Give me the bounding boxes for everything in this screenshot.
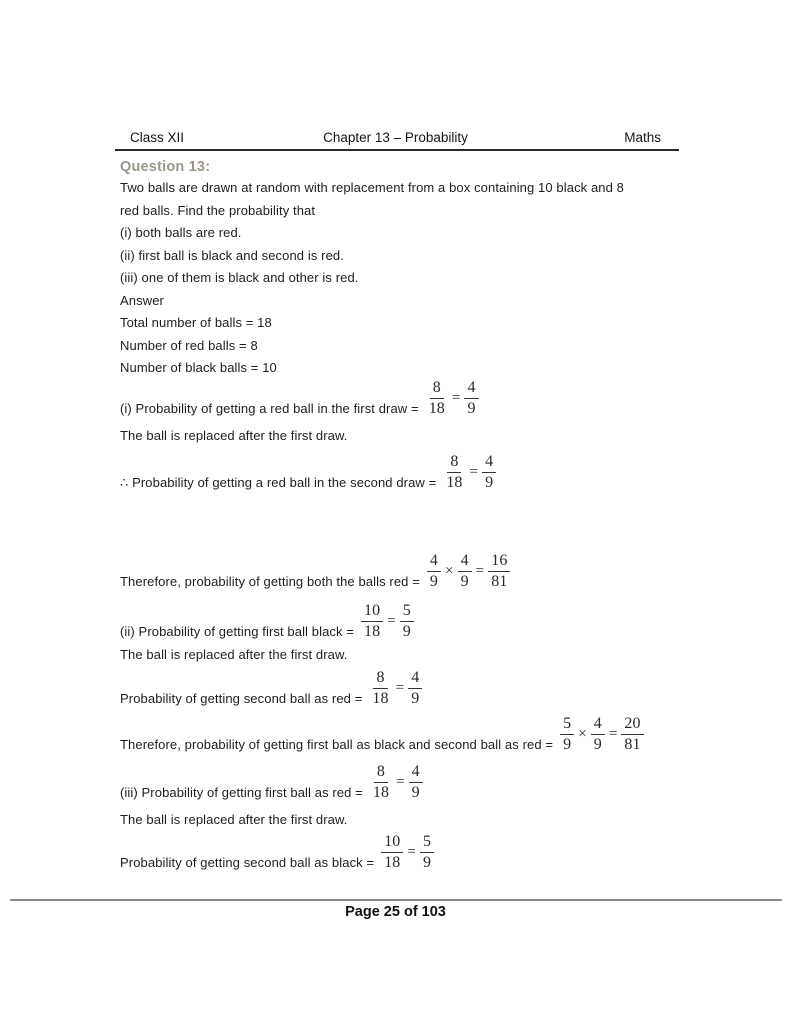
equals-operator: =: [396, 773, 405, 790]
fraction: [381, 834, 403, 871]
equation-black-then-red: [120, 716, 791, 753]
fraction: [560, 716, 574, 753]
black-balls-line: Number of black balls = 10: [120, 360, 277, 375]
math-expression: [369, 670, 422, 707]
fraction: [591, 716, 605, 753]
fraction-numerator: 5: [560, 716, 574, 735]
fraction-numerator: 4: [408, 670, 422, 689]
equation-label: (iii) Probability of getting first ball as red =: [120, 784, 363, 800]
answer-label: Answer: [120, 292, 164, 308]
equation-label: Therefore, probability of getting first ball as black and second ball as red =: [120, 736, 554, 752]
math-expression: [426, 380, 479, 417]
fraction-denominator: 81: [624, 735, 641, 753]
fraction: [621, 716, 643, 753]
math-expression: [443, 454, 496, 491]
equation-second-draw-red: [120, 454, 791, 491]
math-expression: [381, 834, 434, 871]
equation-label: ∴ Probability of getting a red ball in the second draw =: [120, 475, 437, 490]
fraction-numerator: 8: [430, 380, 444, 399]
fraction-numerator: 10: [381, 834, 403, 853]
fraction: [408, 670, 422, 707]
total-balls-line: Total number of balls = 18: [120, 315, 272, 330]
equals-operator: =: [407, 844, 416, 860]
footer-rule: [10, 899, 782, 901]
fraction-numerator: 8: [447, 454, 461, 473]
fraction-numerator: 4: [591, 716, 605, 735]
header-chapter-title: Chapter 13 – Probability: [323, 130, 468, 145]
fraction: [427, 553, 441, 590]
math-expression: [361, 603, 414, 640]
question-heading: Question 13:: [120, 159, 211, 175]
fraction-denominator: 18: [446, 474, 463, 491]
equation-first-draw-red: [120, 380, 791, 417]
fraction: [426, 380, 448, 417]
equals-operator: =: [395, 679, 405, 696]
equation-first-ball-red-iii: [120, 764, 791, 801]
times-operator: ×: [578, 725, 587, 742]
page-header: [115, 130, 679, 151]
header-class-label: Class XII: [130, 130, 185, 145]
fraction-numerator: 4: [458, 553, 472, 572]
red-balls-line: Number of red balls = 8: [120, 337, 258, 353]
replaced-note: The ball is replaced after the first draw.: [120, 427, 348, 443]
fraction: [443, 454, 465, 491]
equation-label: (i) Probability of getting a red ball in the first draw =: [120, 400, 419, 416]
fraction-numerator: 4: [409, 764, 423, 783]
fraction-numerator: 20: [621, 716, 643, 735]
math-expression: [427, 553, 511, 590]
fraction-numerator: 5: [400, 603, 414, 622]
fraction-numerator: 5: [420, 834, 434, 853]
fraction-denominator: 81: [491, 573, 508, 590]
fraction: [488, 553, 510, 590]
equation-label: (ii) Probability of getting first ball black =: [120, 624, 355, 639]
fraction-denominator: 9: [460, 573, 469, 590]
fraction-denominator: 9: [422, 854, 432, 871]
fraction: [370, 764, 392, 801]
fraction-denominator: 9: [411, 689, 420, 707]
fraction-denominator: 9: [402, 623, 411, 640]
equals-operator: =: [475, 563, 485, 579]
fraction-numerator: 4: [464, 380, 478, 399]
fraction: [369, 670, 391, 707]
fraction-numerator: 10: [361, 603, 383, 622]
fraction-denominator: 9: [411, 783, 420, 801]
equation-second-ball-black: [120, 834, 791, 871]
question-intro-line-1: Two balls are drawn at random with replacement from a box containing 10 black and 8: [120, 180, 625, 195]
fraction: [409, 764, 423, 801]
fraction: [361, 603, 383, 640]
times-operator: ×: [445, 563, 454, 579]
fraction: [400, 603, 414, 640]
fraction: [482, 454, 496, 491]
fraction-denominator: 18: [372, 783, 390, 801]
equation-first-ball-black: [120, 603, 791, 640]
replaced-note: The ball is replaced after the first draw.: [120, 811, 348, 827]
fraction-denominator: 18: [372, 689, 389, 707]
equation-label: Probability of getting second ball as black =: [120, 855, 375, 870]
equals-operator: =: [387, 613, 396, 629]
fraction-numerator: 4: [427, 553, 441, 572]
equals-operator: =: [451, 389, 461, 406]
fraction-denominator: 9: [429, 573, 438, 590]
fraction-numerator: 16: [488, 553, 510, 572]
header-subject-label: Maths: [624, 130, 661, 145]
replaced-note: The ball is replaced after the first draw.: [120, 647, 348, 662]
equation-both-balls-red: [120, 553, 791, 590]
question-part-iii: (iii) one of them is black and other is red.: [120, 270, 359, 285]
equals-operator: =: [469, 464, 479, 480]
question-intro-line-2: red balls. Find the probability that: [120, 202, 316, 218]
fraction-denominator: 18: [364, 623, 381, 640]
fraction-denominator: 9: [467, 399, 476, 417]
fraction: [458, 553, 472, 590]
equation-label: Therefore, probability of getting both the balls red =: [120, 574, 420, 589]
fraction-denominator: 9: [485, 474, 494, 491]
equation-second-ball-red: [120, 670, 791, 707]
question-part-i: (i) both balls are red.: [120, 225, 242, 240]
math-expression: [370, 764, 423, 801]
document-content: [120, 157, 791, 871]
fraction-denominator: 18: [428, 399, 445, 417]
page-number: Page 25 of 103: [345, 904, 446, 920]
fraction-denominator: 18: [384, 854, 401, 871]
math-expression: [560, 716, 644, 753]
question-part-ii: (ii) first ball is black and second is red.: [120, 247, 344, 263]
fraction-denominator: 9: [563, 735, 572, 753]
equals-operator: =: [608, 725, 618, 742]
equation-label: Probability of getting second ball as red =: [120, 690, 363, 706]
fraction: [420, 834, 434, 871]
fraction-numerator: 4: [482, 454, 496, 473]
fraction-denominator: 9: [593, 735, 602, 753]
fraction-numerator: 8: [373, 670, 387, 689]
fraction: [464, 380, 478, 417]
fraction-numerator: 8: [374, 764, 388, 783]
